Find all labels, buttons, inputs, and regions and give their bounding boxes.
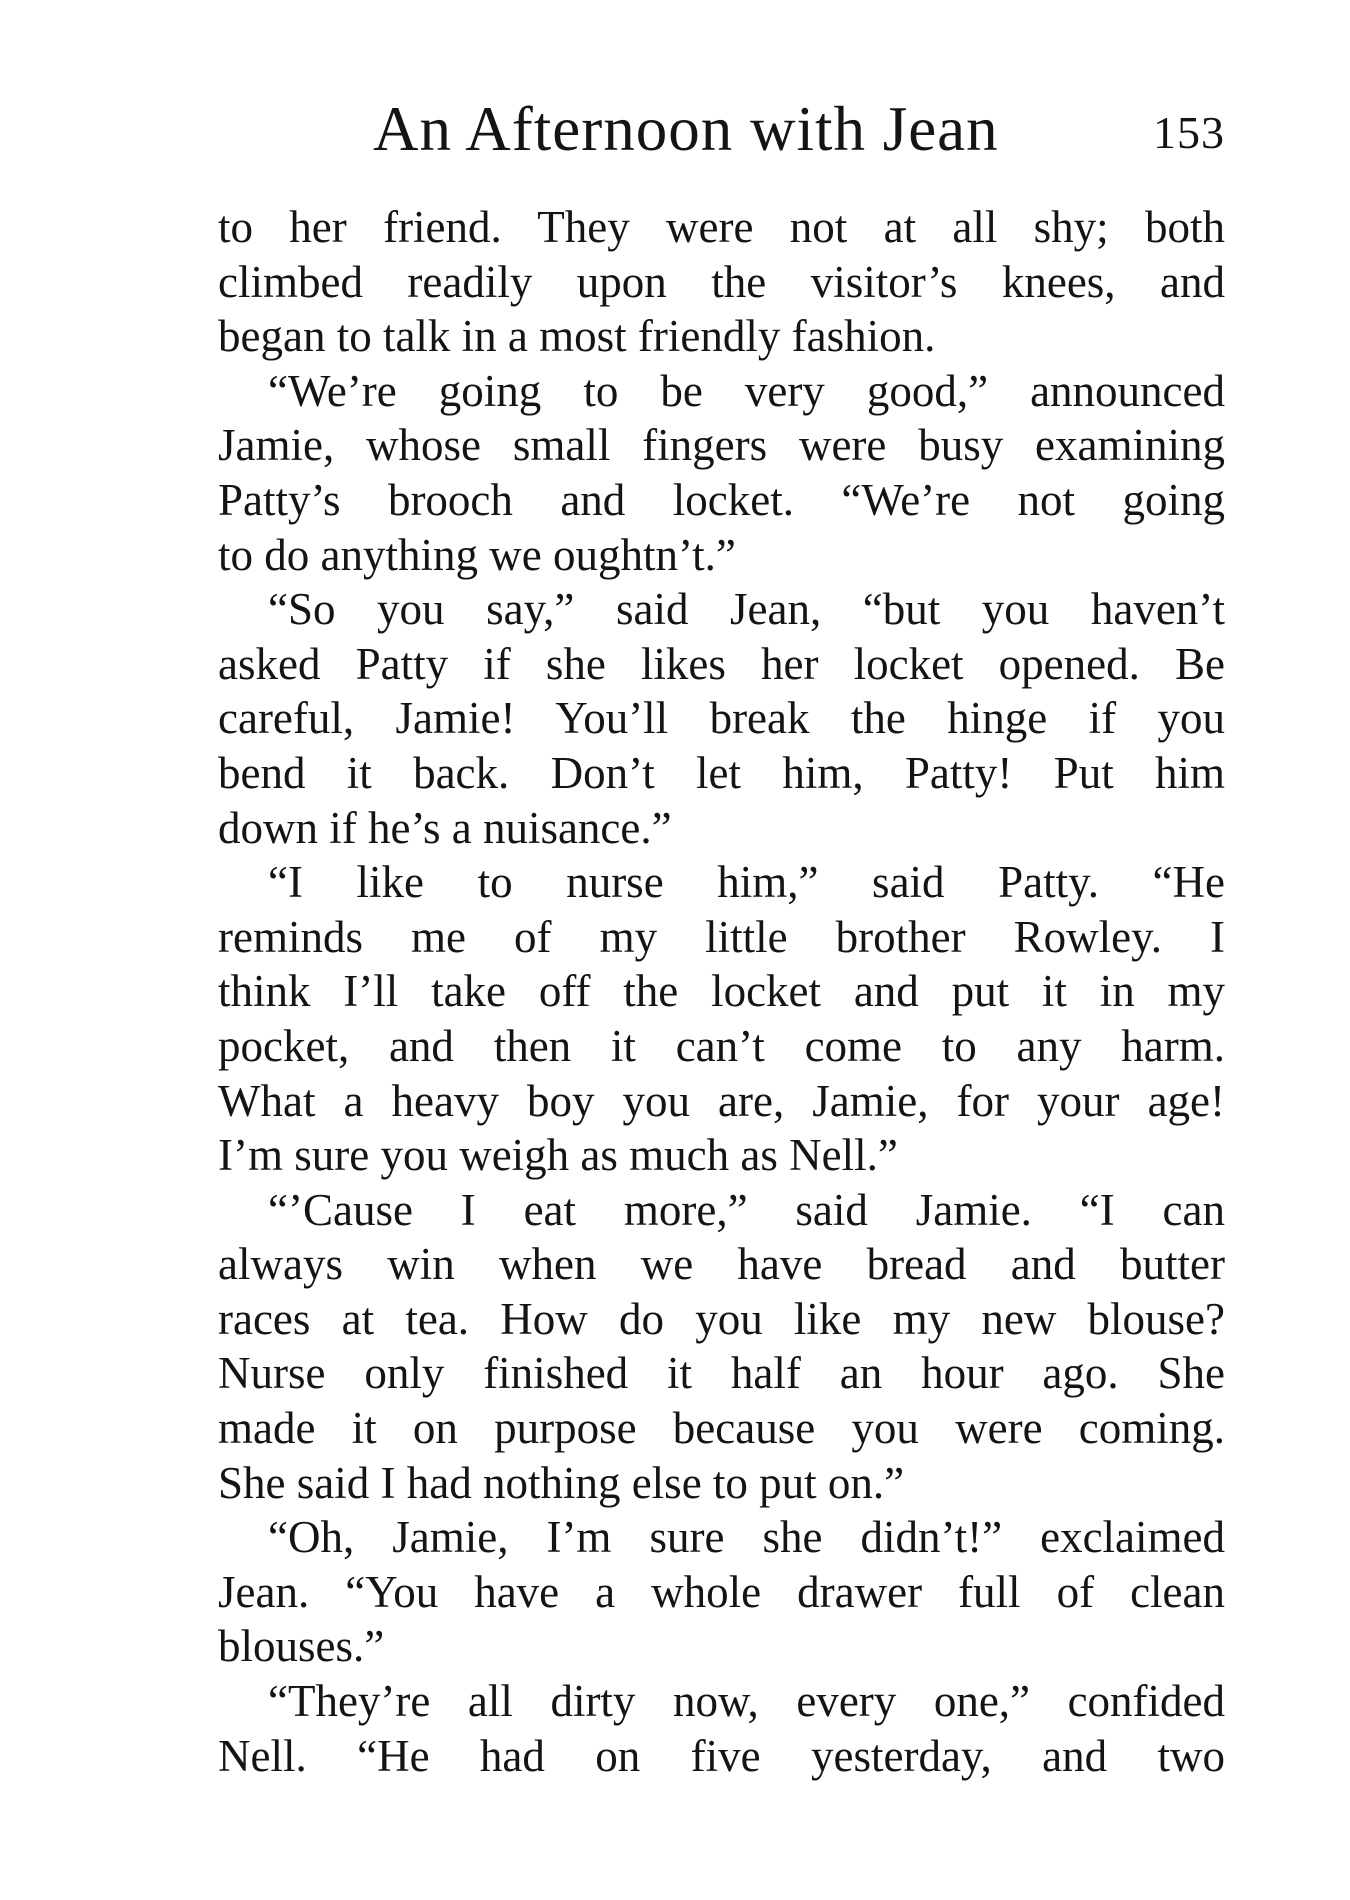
text-line: asked Patty if she likes her locket opened. Be [218, 638, 1225, 689]
text-line: Nell. “He had on five yesterday, and two [218, 1730, 1225, 1781]
text-line: I’m sure you weigh as much as Nell.” [218, 1130, 898, 1181]
text-line: Jamie, whose small fingers were busy examining [218, 420, 1225, 471]
text-line: began to talk in a most friendly fashion. [218, 311, 936, 362]
running-head [373, 93, 1225, 165]
text-line: Patty’s brooch and locket. “We’re not going [218, 474, 1225, 525]
body-text [218, 200, 1225, 1783]
text-line: careful, Jamie! You’ll break the hinge if you [218, 693, 1225, 744]
text-line: Nurse only finished it half an hour ago. She [218, 1348, 1225, 1399]
text-line: “I like to nurse him,” said Patty. “He [268, 857, 1225, 908]
paragraph [218, 1510, 1225, 1674]
paragraph [218, 364, 1225, 582]
paragraph [218, 582, 1225, 855]
text-line: “’Cause I eat more,” said Jamie. “I can [268, 1184, 1225, 1235]
page-number: 153 [1153, 107, 1225, 158]
paragraph [218, 1674, 1225, 1783]
text-line: down if he’s a nuisance.” [218, 802, 672, 853]
text-line: “They’re all dirty now, every one,” confided [268, 1676, 1225, 1727]
text-line: climbed readily upon the visitor’s knees, and [218, 256, 1225, 307]
paragraph [218, 855, 1225, 1183]
text-line: “Oh, Jamie, I’m sure she didn’t!” exclaimed [268, 1512, 1225, 1563]
text-line: blouses.” [218, 1621, 385, 1672]
text-line: Jean. “You have a whole drawer full of clean [218, 1566, 1225, 1617]
text-line: bend it back. Don’t let him, Patty! Put him [218, 747, 1225, 798]
text-line: What a heavy boy you are, Jamie, for your age! [218, 1075, 1225, 1126]
text-line: “We’re going to be very good,” announced [268, 365, 1225, 416]
text-line: reminds me of my little brother Rowley. I [218, 911, 1225, 962]
text-line: She said I had nothing else to put on.” [218, 1457, 905, 1508]
text-line: “So you say,” said Jean, “but you haven’t [268, 584, 1225, 635]
text-line: made it on purpose because you were coming. [218, 1403, 1225, 1454]
text-line: to do anything we oughtn’t.” [218, 529, 736, 580]
paragraph [218, 200, 1225, 364]
text-line: pocket, and then it can’t come to any harm. [218, 1020, 1225, 1071]
running-title: An Afternoon with Jean [373, 94, 999, 164]
paragraph [218, 1183, 1225, 1511]
text-line: races at tea. How do you like my new blouse? [218, 1293, 1225, 1344]
text-line: think I’ll take off the locket and put it in my [218, 966, 1225, 1017]
text-line: always win when we have bread and butter [218, 1239, 1225, 1290]
text-line: to her friend. They were not at all shy; both [218, 202, 1225, 252]
